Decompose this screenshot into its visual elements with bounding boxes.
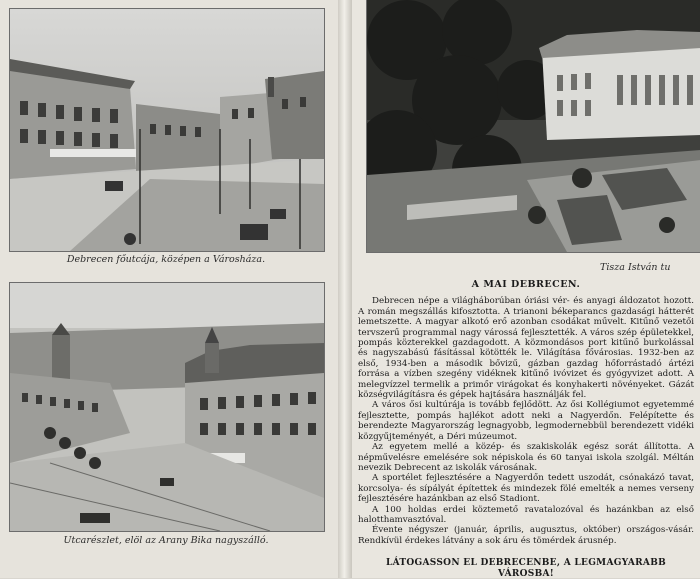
paragraph-4: A sportélet fejlesztésére a Nagyerdőn tedett uszodát, csónakázó tavat, korcsolya- és sípályát építettek és mindezek fölé emelték a nemes verseny fejlesztésére hazánkban az első Stadiont. <box>358 473 694 505</box>
street-detail-caption: Utcarészlet, elöl az Arany Bika nagyszálló. <box>63 535 269 546</box>
main-street-caption: Debrecen főutcája, középen a Városháza. <box>66 254 266 265</box>
university-photo <box>366 0 700 253</box>
paragraph-1: Debrecen népe a világháborúban óriási vér- és anyagi áldozatot hozott. A román megszállás kifosztotta. A trianoni békeparancs gazdasági hátterét lemetszette. A magyar alkotó erő azonban csodákat művelt. Kitűnő vezetői tervszerű programmal nagy várossá fejlesztették. A város szép épületekkel, pompás közterekkel gazdagodott. A közmondásos port kitűnő burkolással és nagyszabású fásítással kötötték le. Világítása fővárosias. 1932-ben az első, 1934-ben a második bővizű, gázban gazdag hőforrástadó ártézi forrása a vízben szegény vidéknek kitűnő ivóvizet és gyógyvizet adott. A melegvízzel termelik a primőr virágokat és konyhakerti növényeket. Gázát községvilágításra és gépek hajtására használják fel. <box>358 296 694 401</box>
paragraph-6: Évente négyszer (január, április, augusztus, október) országos-vásár. Rendkívül érdekes látvány a sok áru és tömérdek árusnép. <box>358 525 694 546</box>
page-fold <box>338 0 352 578</box>
university-caption: Tisza István tu <box>600 262 671 273</box>
main-street-photo <box>9 8 325 252</box>
paragraph-5: A 100 holdas erdei köztemető ravatalozóval és hazánkban az első halotthamvasztóval. <box>358 504 694 525</box>
paragraph-2: A város ősi kultúrája is tovább fejlődött. Az ősi Kollégiumot egyetemmé fejlesztette, pompás hajlékot adott neki a Nagyerdőn. Felépítette és berendezte Magyarország legnagyobb, legmodernebbül berendezett vidéki közgyűjteményét, a Déri múzeumot. <box>358 400 694 442</box>
article-heading: A MAI DEBRECEN. <box>471 279 581 290</box>
article-text <box>358 280 694 579</box>
closing-slogan: LÁTOGASSON EL DEBRECENBE, A LEGMAGYARABB VÁROSBA! <box>385 558 667 579</box>
paragraph-3: Az egyetem mellé a közép- és szakiskolák egész sorát állította. A népművelésre emelésére sok népiskola és 60 tanyai iskola szolgál. Méltán nevezik Debrecent az iskolák városának. <box>358 442 694 473</box>
street-detail-photo <box>9 282 325 532</box>
